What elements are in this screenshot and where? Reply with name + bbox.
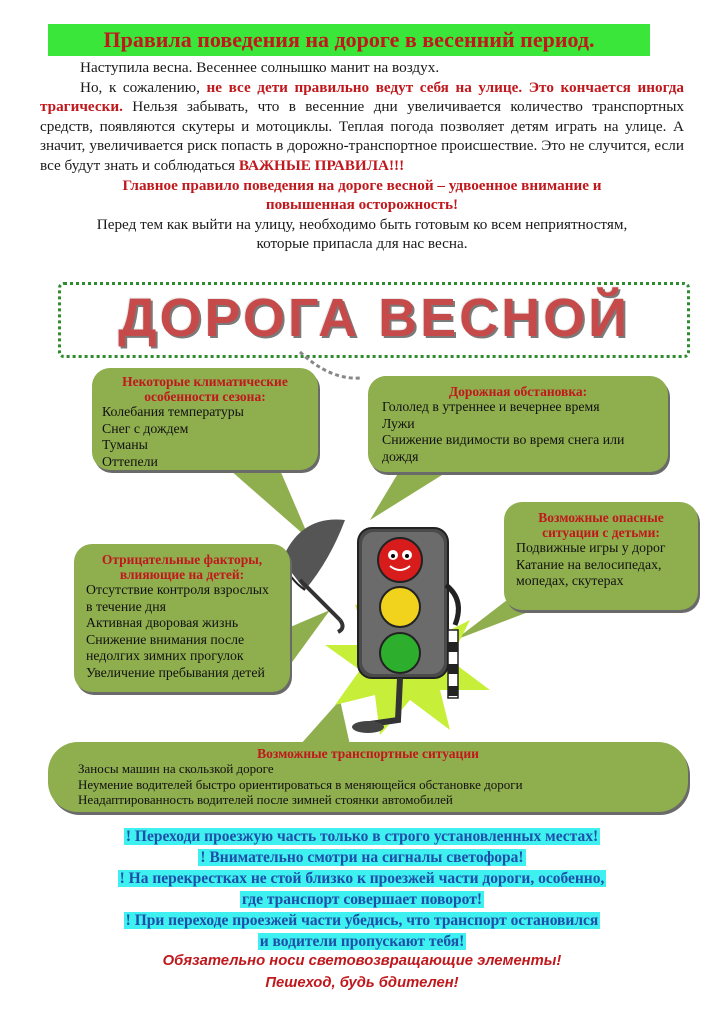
climate-item: Колебания температуры	[102, 404, 244, 419]
road-item: Снижение видимости во время снега или дождя	[382, 432, 625, 464]
transport-heading: Возможные транспортные ситуации	[257, 746, 479, 761]
negative-item: Отсутствие контроля взрослых в течение дня	[86, 582, 269, 614]
road-item: Гололед в утреннее и вечернее время	[382, 399, 600, 414]
green-light-icon	[380, 633, 420, 673]
road-situation-bubble	[368, 376, 668, 472]
climate-heading: Некоторые климатические особенности сезона:	[122, 374, 288, 404]
intro-p2-red: не все дети правильно ведут себя на улице. Это кончается иногда трагически.	[40, 78, 684, 116]
intro-p2-b: Нельзя забывать, что в весенние дни увеличивается количество транспортных средств, появляются скутеры и мотоциклы. Теплая погода позволяет детям играть на улице. А значит, увеличивается риск попасть в дорожно-транспортное происшествие. Это не случится, если все будут знать и соблюдаться	[40, 98, 684, 174]
negative-factors-bubble	[74, 544, 290, 692]
slogan-pedestrian: Пешеход, будь бдителен!	[265, 975, 459, 991]
transport-item: Неадаптированность водителей после зимней стоянки автомобилей	[78, 792, 453, 807]
rule-2: ! Внимательно смотри на сигналы светофора!	[200, 849, 524, 866]
rule-3b: где транспорт совершает поворот!	[241, 891, 482, 908]
intro-p2-a: Но, к сожалению,	[80, 78, 207, 96]
road-item: Лужи	[382, 415, 415, 431]
before-going-out: Перед тем как выйти на улицу, необходимо быть готовым ко всем неприятностям, которые припасла для нас весна.	[96, 215, 628, 253]
negative-item: Снижение внимания после недолгих зимних прогулок	[86, 631, 245, 663]
intro-line-1: Наступила весна. Весеннее солнышко манит на воздух.	[80, 59, 440, 76]
rule-3a: ! На перекрестках не стой близко к проезжей части дороги, особенно,	[119, 870, 605, 887]
rule-4a: ! При переходе проезжей части убедись, что транспорт остановился	[125, 912, 599, 929]
danger-item: Подвижные игры у дорог	[516, 540, 666, 555]
danger-bubble	[504, 502, 698, 610]
umbrella-icon	[282, 520, 345, 633]
negative-item: Активная дворовая жизнь	[86, 615, 239, 630]
red-light-icon	[378, 538, 422, 582]
transport-item: Неумение водителей быстро ориентироваться в меняющейся обстановке дороги	[78, 776, 523, 792]
climate-item: Снег с дождем	[102, 420, 189, 436]
transport-bubble-tail	[300, 700, 350, 745]
rules-block	[40, 826, 684, 952]
road-heading: Дорожная обстановка:	[448, 384, 588, 399]
transport-item: Заносы машин на скользкой дороге	[78, 761, 274, 776]
main-rule: Главное правило поведения на дороге весной – удвоенное внимание и повышенная осторожность!	[122, 176, 602, 214]
climate-item: Оттепели	[102, 453, 158, 469]
danger-heading: Возможные опасные ситуации с детьми:	[538, 510, 664, 540]
danger-item: Катание на велосипедах, мопедах, скутерах	[516, 556, 662, 588]
transport-bubble	[48, 742, 688, 812]
slogan-reflective: Обязательно носи световозвращающие элементы!	[162, 953, 562, 969]
road-bubble-tail	[370, 470, 450, 520]
climate-bubble-tail	[230, 470, 310, 540]
important-rules: ВАЖНЫЕ ПРАВИЛА!!!	[238, 156, 405, 174]
climate-bubble	[92, 368, 318, 470]
page-title: Правила поведения на дороге в весенний период.	[48, 24, 650, 56]
banner-text: ДОРОГА ВЕСНОЙ	[118, 288, 630, 348]
negative-item: Увеличение пребывания детей	[86, 664, 265, 680]
climate-item: Туманы	[102, 437, 148, 452]
rule-1: ! Переходи проезжую часть только в строго установленных местах!	[125, 828, 599, 845]
slogans	[40, 950, 684, 994]
rule-4b: и водители пропускают тебя!	[259, 933, 465, 950]
negative-heading: Отрицательные факторы, влияющие на детей:	[101, 552, 263, 582]
yellow-light-icon	[380, 587, 420, 627]
